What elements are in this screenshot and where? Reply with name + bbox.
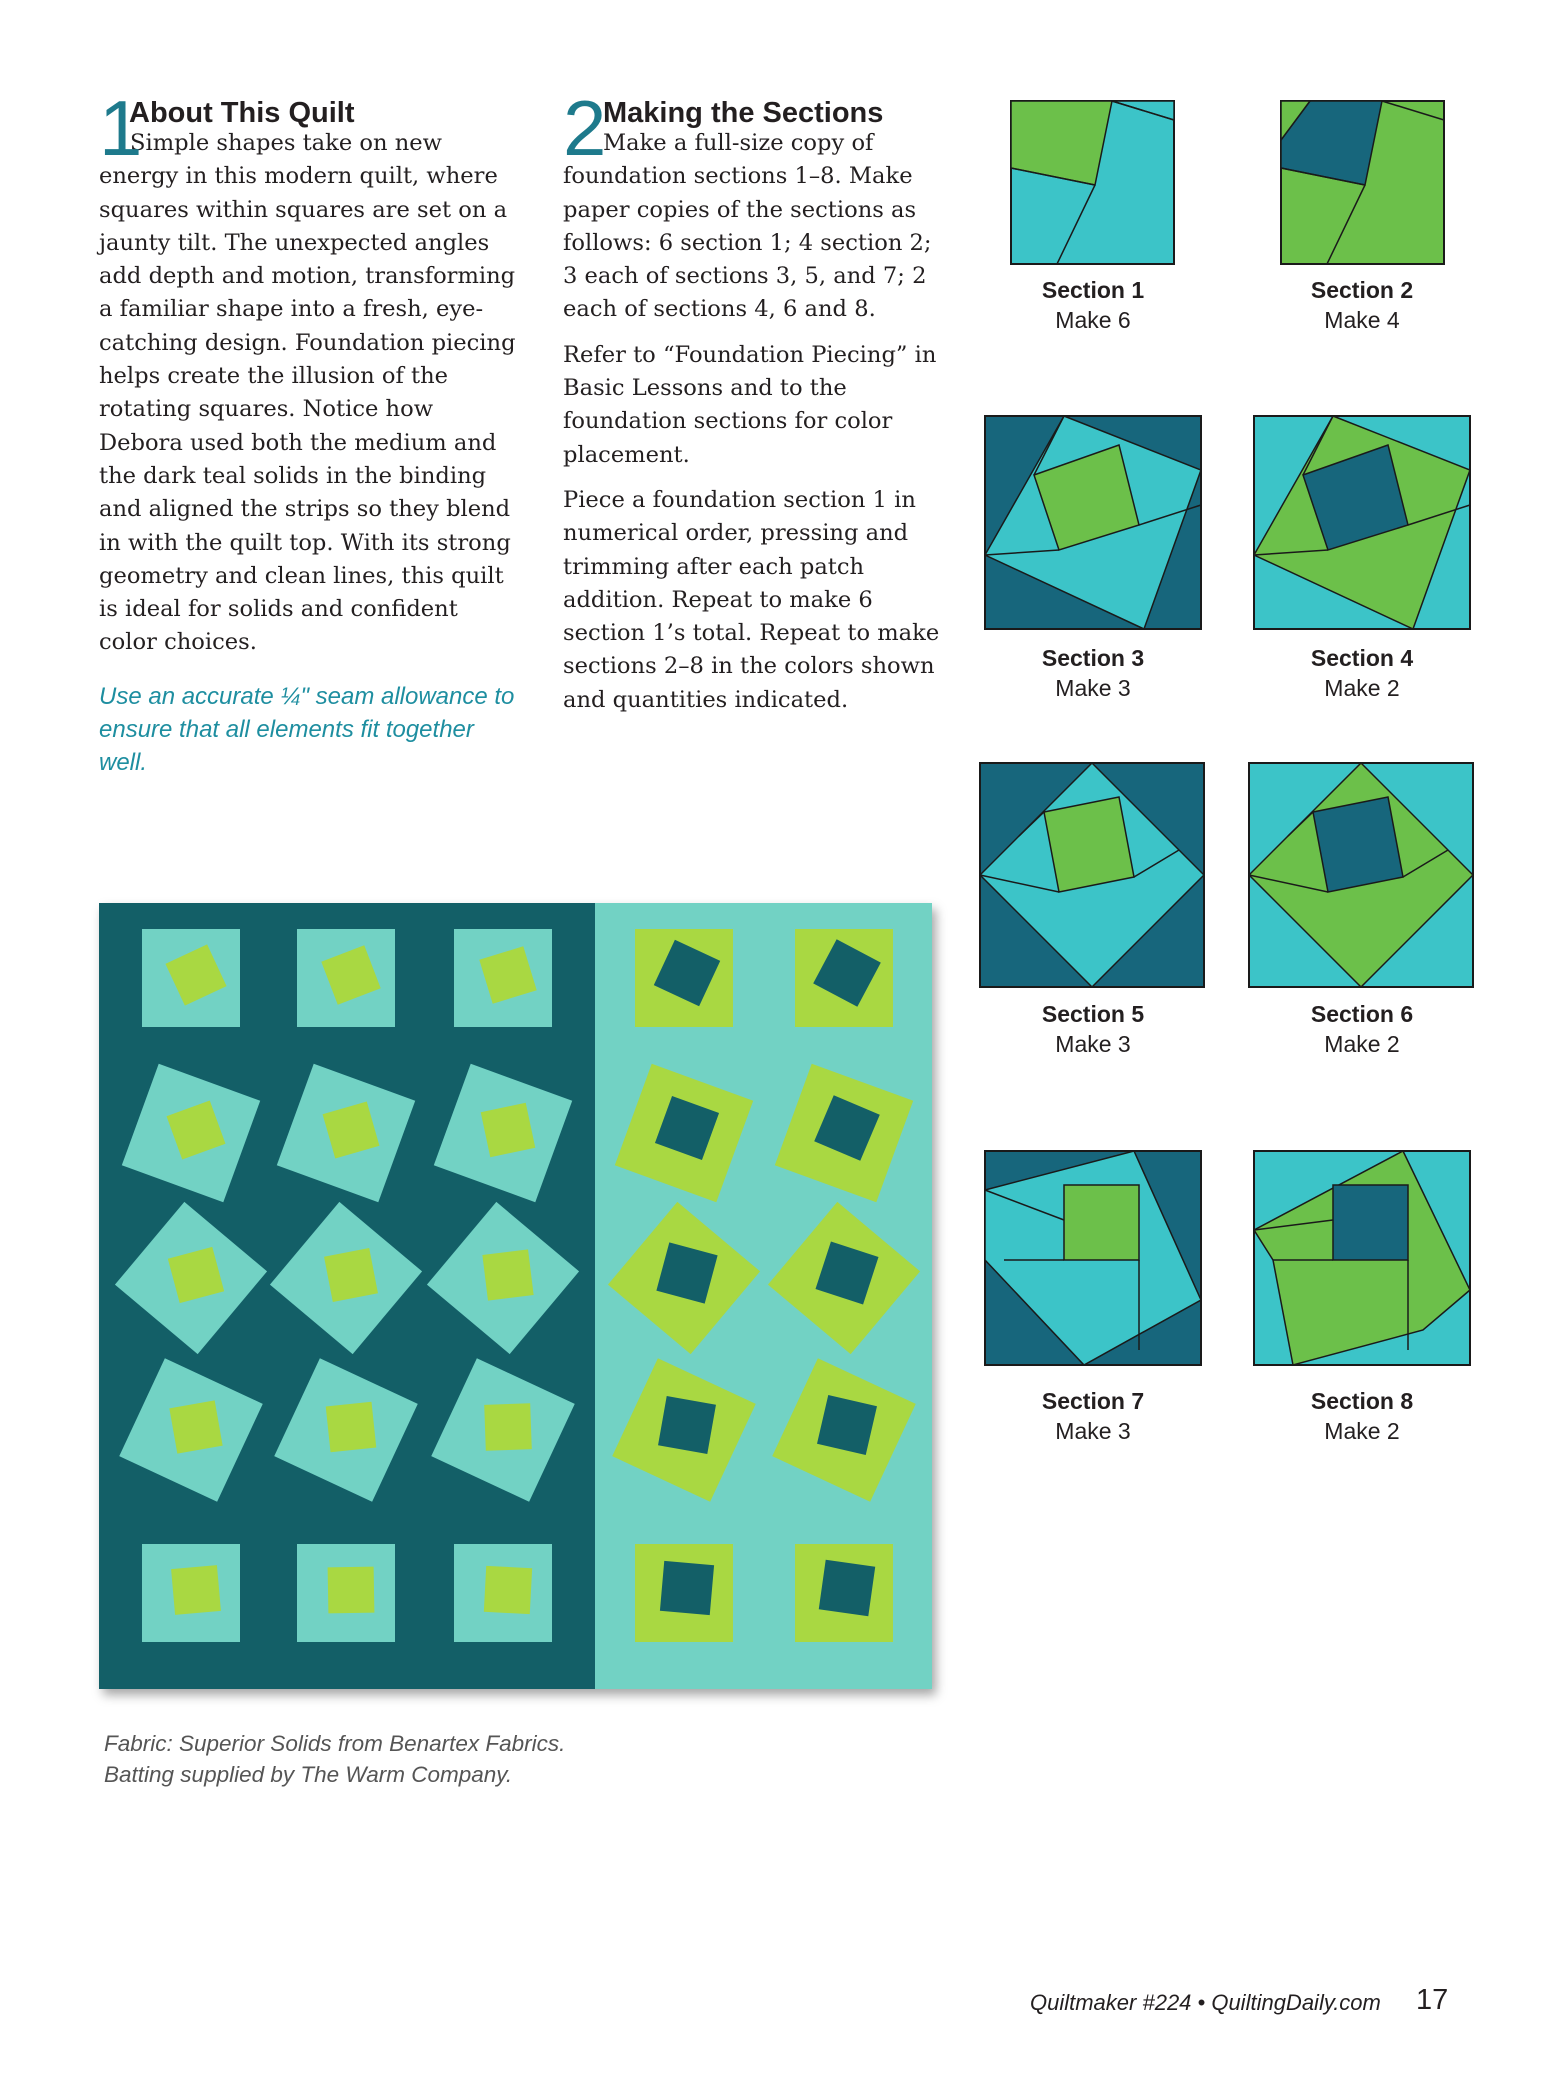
section-8-block-icon <box>1253 1150 1471 1366</box>
section-2-block-icon <box>1280 100 1445 265</box>
sections-para-3: Piece a foundation section 1 in numerical order, pressing and trimming after each patch addition. Repeat to make 6 section 1’s total. Repeat to make sections 2–8 in the colors shown and quantities indicated. <box>563 486 940 713</box>
caption-line-1: Fabric: Superior Solids from Benartex Fabrics. <box>104 1731 566 1756</box>
section-4-block-icon <box>1253 415 1471 630</box>
section-4-title: Section 4 <box>1310 645 1414 671</box>
section-3-diagram <box>984 415 1202 630</box>
section-7-label <box>983 1386 1203 1446</box>
about-column <box>99 84 519 803</box>
about-heading <box>99 84 519 172</box>
quilt-illustration <box>99 903 932 1689</box>
section-5-quantity: Make 3 <box>1055 1031 1131 1057</box>
quilt-block-inner <box>328 1567 375 1614</box>
section-7-quantity: Make 3 <box>1055 1418 1131 1444</box>
quilt-block-inner <box>819 1560 875 1616</box>
section-6-title: Section 6 <box>1310 1001 1414 1027</box>
about-body: Simple shapes take on new energy in this modern quilt, where squares within squares are set on a jaunty tilt. The unexpected angles add depth and motion, transforming a familiar shape into a fresh, eye-catching design. Foundation piecing helps create the illusion of the rotating squares. Notice how Debora used both the medium and the dark teal solids in the binding and aligned the strips so they blend in with the quilt top. With its strong geometry and clean lines, this quilt is ideal for solids and confident color choices. <box>99 130 516 656</box>
section-1-block-icon <box>1010 100 1175 265</box>
section-7-diagram <box>984 1150 1202 1366</box>
quilt-block-inner <box>658 1396 716 1454</box>
section-3-block-icon <box>984 415 1202 630</box>
sections-para-1: Make a full-size copy of foundation sections 1–8. Make paper copies of the sections as follows: 6 section 1; 4 section 2; 3 each of sections 3, 5, and 7; 2 each of sections 4, 6 and 8. <box>563 130 932 323</box>
section-3-quantity: Make 3 <box>1055 675 1131 701</box>
section-4-quantity: Make 2 <box>1324 675 1400 701</box>
sections-title: Making the Sections <box>603 97 884 129</box>
section-6-label <box>1252 999 1472 1059</box>
about-title: About This Quilt <box>129 97 355 129</box>
quilt-block-inner <box>482 1249 533 1300</box>
quilt-block-inner <box>324 1248 378 1302</box>
step-number-2: 2 <box>563 84 607 172</box>
quilt-block-inner <box>326 1402 377 1453</box>
section-2-diagram <box>1280 100 1445 265</box>
section-5-label <box>983 999 1203 1059</box>
section-8-diagram <box>1253 1150 1471 1366</box>
section-6-diagram <box>1248 762 1474 988</box>
section-6-block-icon <box>1248 762 1474 988</box>
quilt-block-inner <box>481 1103 536 1158</box>
section-8-quantity: Make 2 <box>1324 1418 1400 1444</box>
section-5-block-icon <box>979 762 1205 988</box>
section-2-quantity: Make 4 <box>1324 307 1400 333</box>
section-7-title: Section 7 <box>1041 1388 1145 1414</box>
seam-tip: Use an accurate ¼" seam allowance to ensure that all elements fit together well. <box>99 682 515 776</box>
section-3-label <box>983 643 1203 703</box>
sections-heading <box>563 84 948 172</box>
section-6-quantity: Make 2 <box>1324 1031 1400 1057</box>
section-5-title: Section 5 <box>1041 1001 1145 1027</box>
quilt-block-inner <box>660 1561 714 1615</box>
section-2-title: Section 2 <box>1310 277 1414 303</box>
section-8-title: Section 8 <box>1310 1388 1414 1414</box>
sections-para-2: Refer to “Foundation Piecing” in Basic Lessons and to the foundation sections for color placement. <box>563 341 937 468</box>
quilt-block-inner <box>171 1565 221 1615</box>
quilt-block-inner <box>484 1403 532 1451</box>
section-5-diagram <box>979 762 1205 988</box>
quilt-photo <box>99 903 932 1689</box>
sections-column <box>563 84 948 717</box>
quilt-block-inner <box>169 1400 222 1453</box>
section-1-quantity: Make 6 <box>1055 307 1131 333</box>
section-4-diagram <box>1253 415 1471 630</box>
quilt-block-inner <box>484 1566 532 1614</box>
page-number: 17 <box>1416 1984 1449 2016</box>
caption-line-2: Batting supplied by The Warm Company. <box>104 1762 513 1787</box>
section-2-label <box>1252 275 1472 335</box>
section-7-block-icon <box>984 1150 1202 1366</box>
step-number-1: 1 <box>99 84 143 172</box>
section-4-label <box>1252 643 1472 703</box>
section-1-title: Section 1 <box>1041 277 1145 303</box>
section-8-label <box>1252 1386 1472 1446</box>
section-1-diagram <box>1010 100 1175 265</box>
fabric-caption <box>104 1728 565 1790</box>
footer-credit: Quiltmaker #224 • QuiltingDaily.com <box>1030 1990 1381 2015</box>
section-3-title: Section 3 <box>1041 645 1145 671</box>
section-1-label <box>983 275 1203 335</box>
